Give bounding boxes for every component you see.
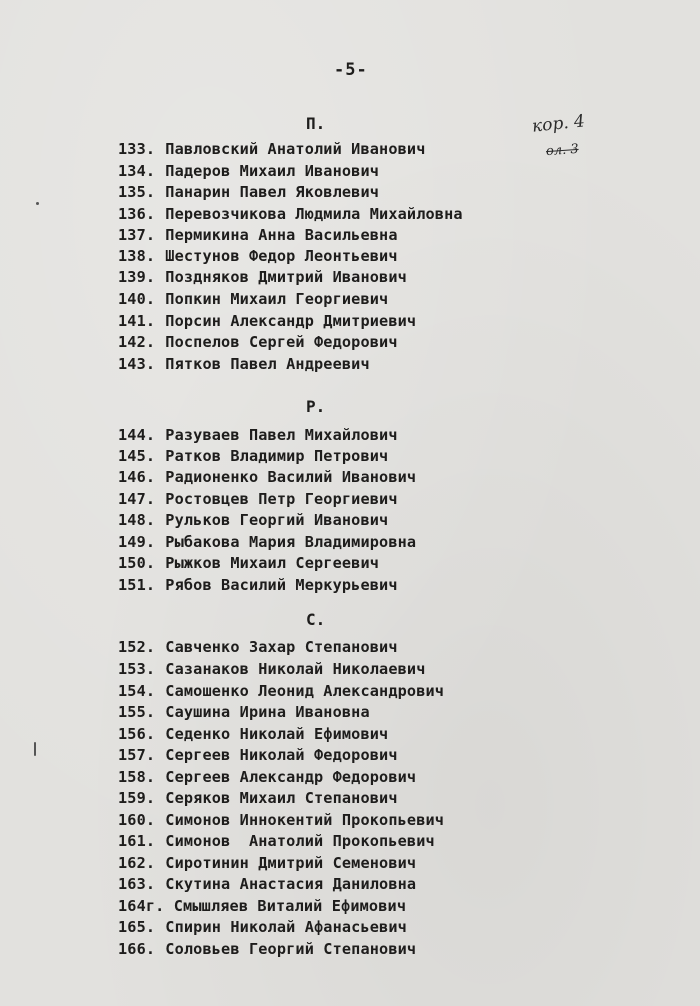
list-item [118,660,426,678]
section-heading-p: П. [306,114,326,133]
list-item [118,576,398,594]
list-item [118,162,379,180]
entry-name: Ростовцев Петр Георгиевич [165,490,398,508]
list-item [118,447,388,465]
entry-number: 163. [118,875,156,893]
entry-number: 142. [118,333,156,351]
list-item [118,768,416,786]
entry-number: 151. [118,576,156,594]
entry-number: 147. [118,490,156,508]
entry-name: Радионенко Василий Иванович [165,468,417,486]
entry-number: 141. [118,312,156,330]
entry-number: 159. [118,789,156,807]
entry-number: 148. [118,511,156,529]
entry-name: Рыбакова Мария Владимировна [165,533,417,551]
list-item [118,940,416,958]
entry-number: 146. [118,468,156,486]
entry-name: Симонов Анатолий Прокопьевич [165,832,435,850]
entry-name: Пермикина Анна Васильевна [165,226,398,244]
entry-name: Саушина Ирина Ивановна [165,703,370,721]
list-item [118,811,444,829]
entry-number: 143. [118,355,156,373]
list-item [118,918,407,936]
handwritten-margin-note: кор. 4 [531,111,586,137]
paper-speck [34,742,36,756]
entry-name: Соловьев Георгий Степанович [165,940,417,958]
list-item [118,426,398,444]
list-item [118,511,388,529]
entry-name: Савченко Захар Степанович [165,638,398,656]
entry-name: Разуваев Павел Михайлович [165,426,398,444]
list-item [118,205,463,223]
entry-number: 149. [118,533,156,551]
list-item [118,268,407,286]
entry-name: Сазанаков Николай Николаевич [165,660,426,678]
entry-name: Серяков Михаил Степанович [165,789,398,807]
entry-number: 164г. [118,897,165,915]
list-item [118,746,398,764]
entry-number: 157. [118,746,156,764]
entry-number: 155. [118,703,156,721]
entry-name: Попкин Михаил Георгиевич [165,290,389,308]
entry-number: 150. [118,554,156,572]
section-heading-s: С. [306,610,326,629]
entry-number: 156. [118,725,156,743]
list-item [118,533,416,551]
list-item [118,789,398,807]
entry-number: 160. [118,811,156,829]
list-item [118,333,398,351]
entry-name: Рыжков Михаил Сергеевич [165,554,380,572]
list-item [118,638,398,656]
list-item [118,897,406,915]
list-item [118,468,416,486]
entry-number: 138. [118,247,156,265]
list-item [118,875,416,893]
entry-name: Павловский Анатолий Иванович [165,140,426,158]
entry-name: Падеров Михаил Иванович [165,162,380,180]
list-item [118,490,398,508]
list-item [118,703,370,721]
list-item [118,247,398,265]
list-item [118,290,388,308]
entry-number: 135. [118,183,156,201]
list-item [118,312,416,330]
entry-name: Перевозчикова Людмила Михайловна [165,205,463,223]
list-item [118,682,444,700]
entry-number: 134. [118,162,156,180]
entry-name: Порсин Александр Дмитриевич [165,312,417,330]
entry-number: 137. [118,226,156,244]
list-item [118,183,379,201]
entry-name: Скутина Анастасия Даниловна [165,875,417,893]
entry-number: 161. [118,832,156,850]
entry-name: Сергеев Николай Федорович [165,746,398,764]
entry-name: Рябов Василий Меркурьевич [165,576,398,594]
entry-number: 136. [118,205,156,223]
list-item [118,355,370,373]
entry-number: 133. [118,140,156,158]
entry-name: Поздняков Дмитрий Иванович [165,268,407,286]
paper-speck [36,202,39,205]
list-item [118,140,426,158]
entry-name: Ратков Владимир Петрович [165,447,389,465]
entry-name: Шестунов Федор Леонтьевич [165,247,398,265]
list-item [118,832,435,850]
entry-number: 145. [118,447,156,465]
section-heading-r: Р. [306,397,326,416]
entry-number: 152. [118,638,156,656]
entry-number: 153. [118,660,156,678]
entry-number: 158. [118,768,156,786]
entry-name: Спирин Николай Афанасьевич [165,918,407,936]
entry-name: Седенко Николай Ефимович [165,725,389,743]
entry-name: Смышляев Виталий Ефимович [173,897,407,915]
list-item [118,554,379,572]
entry-name: Панарин Павел Яковлевич [165,183,380,201]
entry-number: 144. [118,426,156,444]
entry-number: 162. [118,854,156,872]
entry-number: 154. [118,682,156,700]
entry-name: Пятков Павел Андреевич [165,355,370,373]
handwritten-struck-note: ол. 3 [545,141,580,160]
entry-number: 166. [118,940,156,958]
entry-name: Симонов Иннокентий Прокопьевич [165,811,445,829]
entry-name: Сиротинин Дмитрий Семенович [165,854,417,872]
entry-number: 139. [118,268,156,286]
entry-number: 140. [118,290,156,308]
entry-name: Рульков Георгий Иванович [165,511,389,529]
list-item [118,226,398,244]
entry-name: Поспелов Сергей Федорович [165,333,398,351]
list-item [118,725,388,743]
entry-name: Самошенко Леонид Александрович [165,682,445,700]
page-number: -5- [334,60,368,80]
list-item [118,854,416,872]
entry-name: Сергеев Александр Федорович [165,768,417,786]
entry-number: 165. [118,918,156,936]
